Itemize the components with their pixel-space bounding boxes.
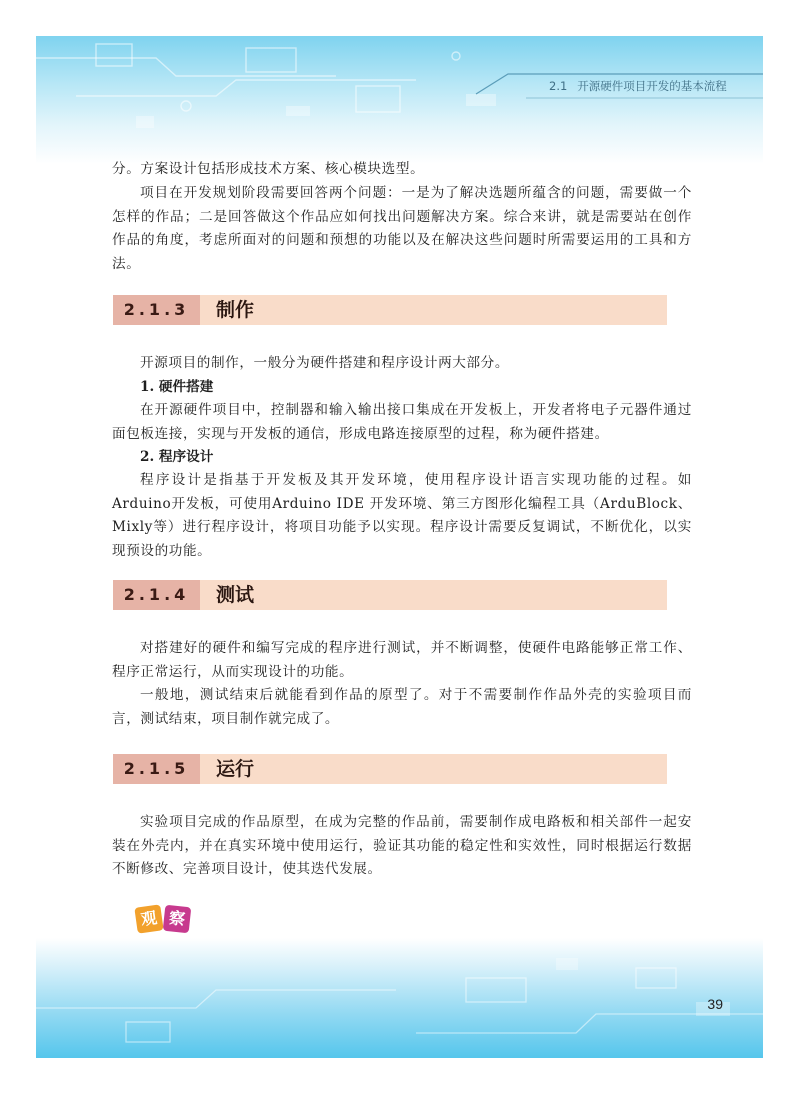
section-heading-2-1-5 xyxy=(113,754,667,784)
section-heading-2-1-4 xyxy=(113,580,667,610)
paragraph-running: 实验项目完成的作品原型，在成为完整的作品前，需要制作成电路板和相关部件一起安装在外壳内，并在真实环境中使用运行，验证其功能的稳定性和实效性，同时根据运行数据不断修改、完善项目设计，使其迭代发展。 xyxy=(112,814,692,878)
section-heading-2-1-3 xyxy=(113,295,667,325)
section-number: 2.1.5 xyxy=(123,759,190,778)
section-intro: 开源项目的制作，一般分为硬件搭建和程序设计两大部分。 xyxy=(140,355,510,371)
section-number: 2.1.4 xyxy=(123,585,190,604)
running-header-title: 开源硬件项目开发的基本流程 xyxy=(577,79,727,93)
section-title: 运行 xyxy=(216,758,255,780)
page-number: 39 xyxy=(707,996,723,1012)
page-header xyxy=(36,36,763,164)
footer-circuit-decoration xyxy=(36,938,763,1058)
section-number: 2.1.3 xyxy=(123,300,190,319)
subheading-hardware: 1. 硬件搭建 xyxy=(140,379,214,395)
paragraph-testing-1: 对搭建好的硬件和编写完成的程序进行测试，并不断调整，使硬件电路能够正常工作、程序正常运行，从而实现设计的功能。 xyxy=(112,640,692,680)
running-header-number: 2.1 xyxy=(549,79,568,93)
running-header xyxy=(541,75,763,97)
header-circuit-decoration xyxy=(36,36,763,164)
page-footer xyxy=(36,938,763,1058)
paragraph-planning: 项目在开发规划阶段需要回答两个问题：一是为了解决选题所蕴含的问题，需要做一个怎样的作品；二是回答做这个作品应如何找出问题解决方案。综合来讲，就是需要站在创作作品的角度，考虑所面对的问题和预想的功能以及在解决这些问题时所需要运用的工具和方法。 xyxy=(112,185,692,272)
paragraph-programming: 程序设计是指基于开发板及其开发环境，使用程序设计语言实现功能的过程。如Arduino开发板，可使用Arduino IDE 开发环境、第三方图形化编程工具（ArduBlock、Mixly等）进行程序设计，将项目功能予以实现。程序设计需要反复调试，不断优化，以实现预设的功能。 xyxy=(112,472,692,559)
observe-label xyxy=(134,905,198,935)
paragraph-continued: 分。方案设计包括形成技术方案、核心模块选型。 xyxy=(112,161,425,177)
section-title: 测试 xyxy=(216,584,255,606)
observe-label-char-1: 观 xyxy=(134,904,163,933)
paragraph-testing-2: 一般地，测试结束后就能看到作品的原型了。对于不需要制作作品外壳的实验项目而言，测试结束，项目制作就完成了。 xyxy=(112,687,692,727)
section-title: 制作 xyxy=(216,299,255,321)
subheading-programming: 2. 程序设计 xyxy=(140,449,214,465)
textbook-page xyxy=(36,36,763,1058)
observe-label-char-2: 察 xyxy=(163,905,192,934)
paragraph-hardware: 在开源硬件项目中，控制器和输入输出接口集成在开发板上，开发者将电子元器件通过面包板连接，实现与开发板的通信，形成电路连接原型的过程，称为硬件搭建。 xyxy=(112,402,692,442)
